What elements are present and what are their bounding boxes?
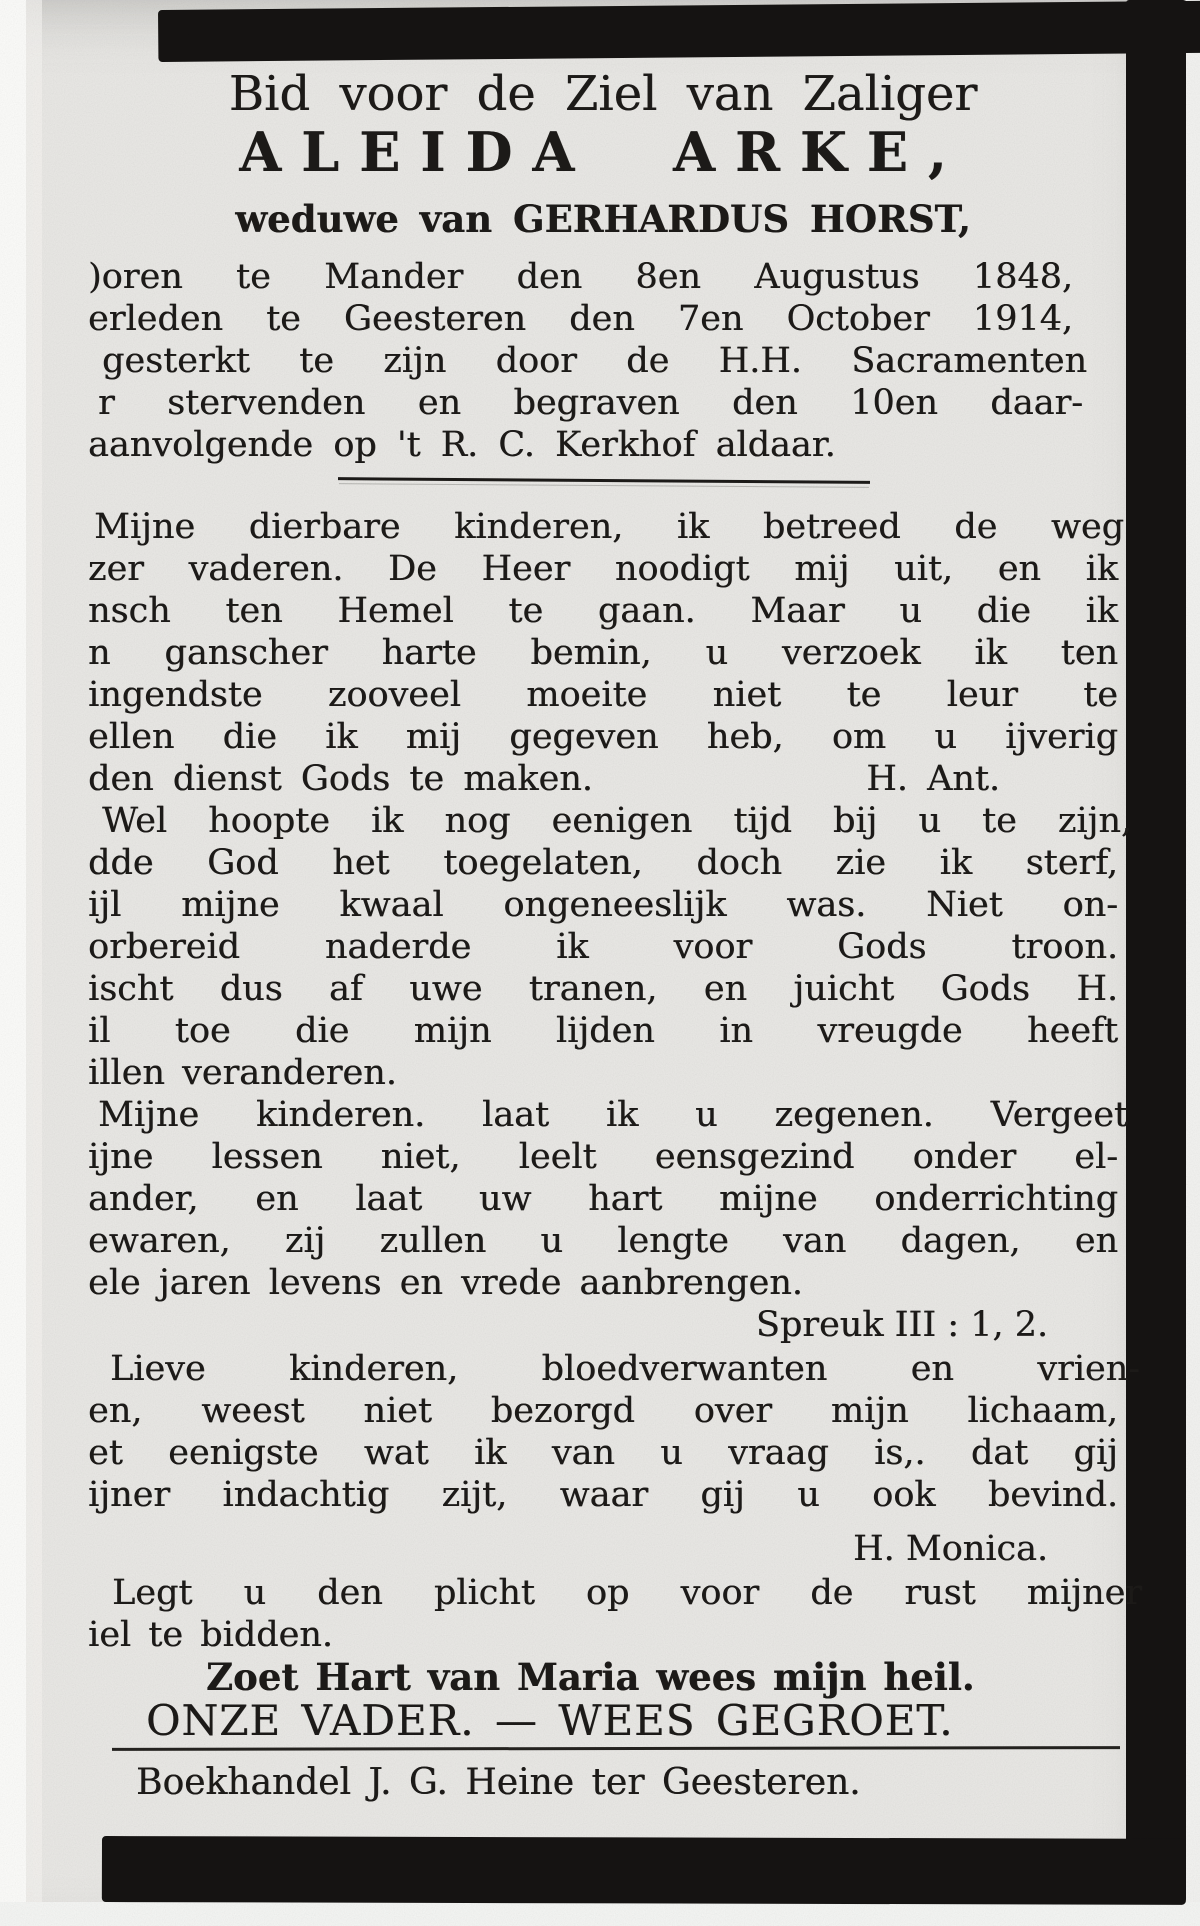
attribution-ant: H. Ant. [866,759,1000,799]
testament-line: ischt dus af uwe tranen, en juicht Gods H. [88,969,1118,1009]
obituary-line: erleden te Geesteren den 7en October 1914, [88,299,1073,339]
farewell-line: ijner indachtig zijt, waar gij u ook bevind. [88,1475,1118,1515]
widow-line: weduwe van GERHARDUS HORST, [235,197,971,241]
scripture-reference: Spreuk III : 1, 2. [755,1305,1048,1345]
farewell-line: en, weest niet bezorgd over mijn lichaam, [88,1391,1118,1431]
testament-line: ijne lessen niet, leelt eensgezind onder el- [88,1137,1118,1177]
publisher-line: Boekhandel J. G. Heine ter Geesteren. [136,1762,861,1803]
testament-line: ingendste zooveel moeite niet te leur te [88,675,1118,715]
testament-line: Mijne dierbare kinderen, ik betreed de weg [94,507,1124,547]
testament-line: ele jaren levens en vrede aanbrengen. [88,1263,803,1303]
testament-line: zer vaderen. De Heer noodigt mij uit, en ik [88,549,1118,589]
farewell-line: et eenigste wat ik van u vraag is,. dat gij [88,1433,1118,1473]
invocation-line: Bid voor de Ziel van Zaliger [228,66,978,122]
obituary-line: r stervenden en begraven den 10en daar- [98,383,1083,423]
testament-line: Wel hoopte ik nog eenigen tijd bij u te zijn, [102,801,1132,841]
testament-line: nsch ten Hemel te gaan. Maar u die ik [88,591,1118,631]
testament-line: n ganscher harte bemin, u verzoek ik ten [88,633,1118,673]
obituary-line: gesterkt te zijn door de H.H. Sacramenten [102,341,1087,381]
testament-line: den dienst Gods te maken. [88,759,593,799]
attribution-monica: H. Monica. [852,1529,1048,1569]
request-line: Legt u den plicht op voor de rust mijner [112,1573,1142,1613]
testament-line: ewaren, zij zullen u lengte van dagen, en [88,1221,1118,1261]
testament-line: illen veranderen. [88,1053,397,1093]
obituary-line: aanvolgende op 't R. C. Kerkhof aldaar. [88,425,836,465]
testament-line: ander, en laat uw hart mijne onderrichting [88,1179,1118,1219]
testament-line: il toe die mijn lijden in vreugde heeft [88,1011,1118,1051]
obituary-line: )oren te Mander den 8en Augustus 1848, [88,257,1073,297]
prayer-line-caps: ONZE VADER. — WEES GEGROET. [146,1696,954,1745]
deceased-name: ALEIDA ARKE, [239,120,967,184]
request-line: iel te bidden. [88,1615,333,1655]
prayer-line-bold: Zoet Hart van Maria wees mijn heil. [206,1655,975,1699]
testament-line: Mijne kinderen. laat ik u zegenen. Vergeet [98,1095,1128,1135]
testament-line: ellen die ik mij gegeven heb, om u ijverig [88,717,1118,757]
farewell-line: Lieve kinderen, bloedverwanten en vrien- [110,1349,1140,1389]
footer-rule [112,1746,1120,1751]
testament-line: dde God het toegelaten, doch zie ik sterf, [88,843,1118,883]
testament-line: ijl mijne kwaal ongeneeslijk was. Niet on- [88,885,1118,925]
separator-rule [338,477,870,484]
testament-line: orbereid naderde ik voor Gods troon. [88,927,1118,967]
